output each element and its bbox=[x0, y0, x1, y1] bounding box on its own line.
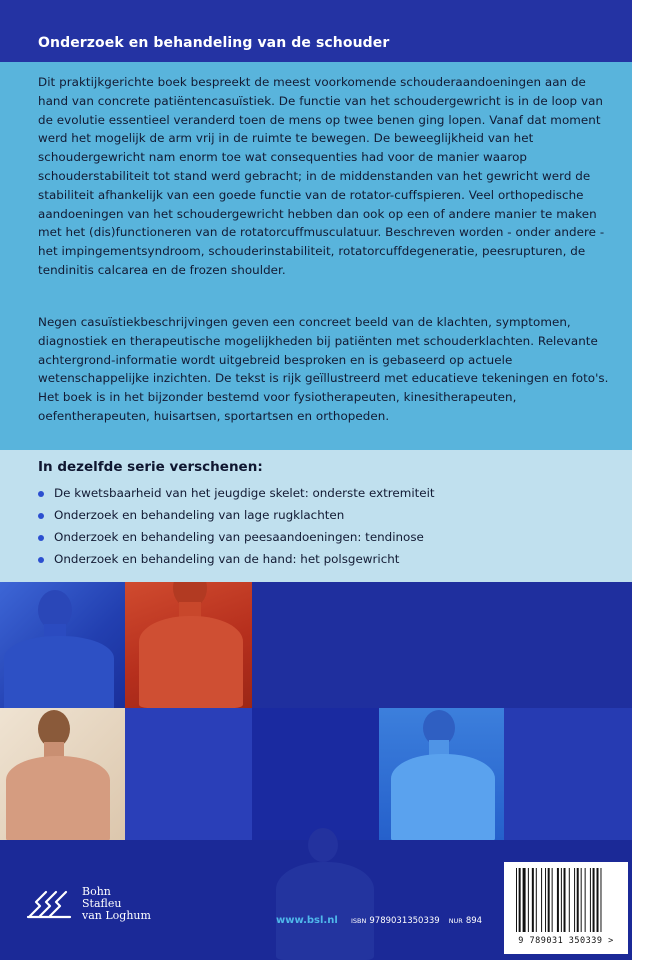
publisher-name-line: van Loghum bbox=[82, 909, 151, 922]
photo-tile-blue-back bbox=[0, 582, 125, 708]
nur-number: 894 bbox=[465, 916, 483, 926]
page-margin bbox=[632, 0, 666, 960]
barcode-bar bbox=[532, 868, 534, 932]
photo-tile-natural-back bbox=[0, 708, 125, 840]
bullet-icon bbox=[38, 535, 44, 541]
series-item-label: Onderzoek en behandeling van peesaandoeningen: tendinose bbox=[54, 530, 424, 544]
back-figure-image bbox=[2, 710, 122, 840]
series-item bbox=[38, 505, 435, 527]
series-item bbox=[38, 527, 435, 549]
book-title: Onderzoek en behandeling van de schouder bbox=[38, 35, 390, 51]
publisher-website: www.bsl.nl bbox=[276, 915, 338, 926]
nur-label: NUR bbox=[448, 917, 463, 925]
photo-tile-plain bbox=[252, 582, 632, 708]
barcode-bar bbox=[519, 868, 521, 932]
photo-tile-plain bbox=[504, 708, 632, 840]
back-figure-image bbox=[385, 710, 501, 840]
publisher-name bbox=[82, 886, 151, 922]
barcode-bar bbox=[528, 868, 529, 932]
barcode-bars-icon bbox=[516, 868, 616, 932]
barcode bbox=[504, 862, 628, 954]
barcode-bar bbox=[564, 868, 566, 932]
photo-tile-light-blue-back bbox=[379, 708, 504, 840]
barcode-bar bbox=[541, 868, 542, 932]
barcode-bar bbox=[574, 868, 575, 932]
series-heading: In dezelfde serie verschenen: bbox=[38, 459, 263, 475]
title-band bbox=[0, 0, 632, 62]
back-figure-image bbox=[133, 582, 245, 708]
bullet-icon bbox=[38, 491, 44, 497]
photo-tile-plain bbox=[125, 708, 252, 840]
barcode-bar bbox=[585, 868, 586, 932]
barcode-bar bbox=[557, 868, 559, 932]
barcode-bar bbox=[577, 868, 579, 932]
publisher-name-line: Stafleu bbox=[82, 897, 122, 910]
barcode-bar bbox=[600, 868, 601, 932]
description-paragraph-2: Negen casuïstiekbeschrijvingen geven een concreet beeld van de klachten, symptomen, diagnostiek en therapeutische mogelijkheden bij patiënten met schouderklachten. Relevante achtergrond-informatie wordt uitgebreid besproken en is gebaseerd op actuele wetenschappelijke inzichten. De tekst is rijk geïllustreerd met educatieve tekeningen en foto's. Het boek is in het bijzonder bestemd voor fysiotherapeuten, kinesitherapeuten, oefentherapeuten, huisartsen, sportartsen en orthopeden. bbox=[38, 315, 609, 423]
back-figure-image bbox=[22, 590, 112, 708]
barcode-bar bbox=[548, 868, 550, 932]
photo-tile-plain bbox=[252, 708, 379, 840]
series-item-label: De kwetsbaarheid van het jeugdige skelet: onderste extremiteit bbox=[54, 486, 435, 500]
series-item-label: Onderzoek en behandeling van de hand: het polsgewricht bbox=[54, 552, 400, 566]
barcode-bar bbox=[597, 868, 599, 932]
barcode-bar bbox=[516, 868, 517, 932]
barcode-bar bbox=[569, 868, 570, 932]
bullet-icon bbox=[38, 557, 44, 563]
isbn-label: ISBN bbox=[351, 917, 367, 925]
isbn-number: 9789031350339 bbox=[369, 916, 440, 926]
barcode-bar bbox=[593, 868, 595, 932]
barcode-bar bbox=[581, 868, 582, 932]
publisher-name-line: Bohn bbox=[82, 885, 111, 898]
barcode-bar bbox=[523, 868, 526, 932]
photo-tile-red-back bbox=[125, 582, 252, 708]
barcode-bar bbox=[590, 868, 591, 932]
back-figure-image bbox=[270, 840, 380, 960]
isbn-line bbox=[351, 916, 482, 926]
bullet-icon bbox=[38, 513, 44, 519]
barcode-number: 9 789031 350339 > bbox=[518, 936, 614, 946]
bsl-logo-icon bbox=[24, 886, 76, 920]
description-paragraph-1: Dit praktijkgerichte boek bespreekt de meest voorkomende schouderaandoeningen aan de hand van concrete patiëntencasuïstiek. De functie van het schoudergewricht is in de loop van de evolutie essentieel veranderd toen de mens op twee benen ging lopen. Vanaf dat moment werd het mogelijk de arm vrij in de ruimte te bewegen. De beweeglijkheid van het schoudergewricht nam enorm toe wat consequenties had voor de manier waarop schouderstabiliteit tot stand werd gebracht; in de middenstanden van het gewricht werd de stabiliteit afhankelijk van een goede functie van de rotator-cuffspieren. Veel orthopedische aandoeningen van het schoudergewricht hebben dan ook op een of andere manier te maken met het (dis)functioneren van de rotatorcuffmusculatuur. Beschreven worden - onder andere - het impingementsyndroom, schouderinstabiliteit, rotatorcuffdegeneratie, peesrupturen, de tendinitis calcarea en de frozen shoulder. bbox=[38, 75, 605, 277]
series-item bbox=[38, 483, 435, 505]
barcode-bar bbox=[561, 868, 562, 932]
barcode-bar bbox=[545, 868, 546, 932]
series-list bbox=[38, 483, 435, 571]
series-item-label: Onderzoek en behandeling van lage rugklachten bbox=[54, 508, 345, 522]
barcode-bar bbox=[552, 868, 553, 932]
barcode-bar bbox=[536, 868, 537, 932]
series-item bbox=[38, 549, 435, 571]
